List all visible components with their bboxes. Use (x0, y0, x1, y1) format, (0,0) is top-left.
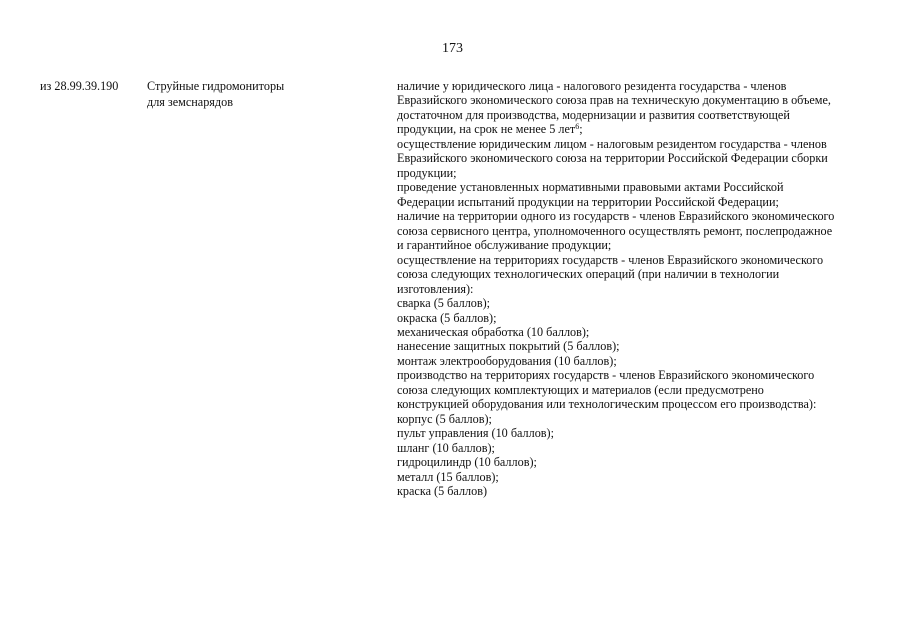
product-name-line: для земснарядов (147, 94, 233, 109)
requirement-line (397, 426, 877, 440)
requirement-line (397, 122, 877, 136)
requirement-line (397, 484, 877, 498)
requirement-text: осуществление на территориях государств - членов Евразийского экономического (397, 252, 824, 267)
requirement-text: продукции; (397, 165, 457, 180)
requirement-line (397, 354, 877, 368)
requirement-line (397, 282, 877, 296)
requirement-text: союза следующих комплектующих и материалов (если предусмотрено (397, 382, 764, 397)
requirement-text: гидроцилиндр (10 баллов); (397, 455, 537, 470)
requirement-text: производство на территориях государств - членов Евразийского экономического (397, 368, 815, 383)
requirement-line (397, 253, 877, 267)
requirement-text: продукции, на срок не менее 5 лет (397, 122, 576, 137)
requirement-line (397, 383, 877, 397)
requirements-text (397, 79, 877, 499)
requirement-text: корпус (5 баллов); (397, 411, 492, 426)
requirement-line (397, 93, 877, 107)
requirement-text: проведение установленных нормативными правовыми актами Российской (397, 180, 784, 195)
requirement-line (397, 195, 877, 209)
requirement-text: изготовления): (397, 281, 474, 296)
requirement-line (397, 166, 877, 180)
requirement-text: Федерации испытаний продукции на территории Российской Федерации; (397, 194, 779, 209)
requirement-text: пульт управления (10 баллов); (397, 426, 554, 441)
product-name (147, 79, 284, 110)
requirement-text: Евразийского экономического союза прав на техническую документацию в объеме, (397, 93, 831, 108)
requirement-punctuation: ; (579, 122, 583, 137)
requirement-text: металл (15 баллов); (397, 469, 499, 484)
requirement-text: и гарантийное обслуживание продукции; (397, 238, 612, 253)
requirement-text: наличие на территории одного из государств - членов Евразийского экономического (397, 209, 835, 224)
requirement-text: Евразийского экономического союза на территории Российской Федерации сборки (397, 151, 828, 166)
requirement-text: краска (5 баллов) (397, 484, 488, 499)
requirement-text: конструкцией оборудования или технологическим процессом его производства): (397, 397, 817, 412)
requirement-line (397, 311, 877, 325)
requirement-line (397, 238, 877, 252)
requirement-line (397, 267, 877, 281)
requirement-text: шланг (10 баллов); (397, 440, 495, 455)
requirement-line (397, 455, 877, 469)
requirement-line (397, 441, 877, 455)
page-number: 173 (442, 41, 463, 56)
requirement-line (397, 137, 877, 151)
requirement-line (397, 339, 877, 353)
requirement-text: механическая обработка (10 баллов); (397, 324, 590, 339)
requirement-text: монтаж электрооборудования (10 баллов); (397, 353, 617, 368)
requirement-line (397, 151, 877, 165)
product-name-line: Струйные гидромониторы (147, 79, 285, 93)
requirement-text: союза следующих технологических операций (при наличии в технологии (397, 267, 780, 282)
requirement-line (397, 296, 877, 310)
requirement-text: союза сервисного центра, уполномоченного осуществлять ремонт, послепродажное (397, 223, 833, 238)
requirement-line (397, 79, 877, 93)
requirement-line (397, 224, 877, 238)
requirement-text: достаточном для производства, модернизации и развития соответствующей (397, 107, 790, 122)
requirement-line (397, 209, 877, 223)
requirement-text: сварка (5 баллов); (397, 296, 491, 311)
requirement-line (397, 368, 877, 382)
requirement-line (397, 108, 877, 122)
footnote-marker: 6 (575, 122, 580, 132)
product-code: из 28.99.39.190 (40, 79, 119, 93)
requirement-text: нанесение защитных покрытий (5 баллов); (397, 339, 620, 354)
requirement-text: наличие у юридического лица - налогового резидента государства - членов (397, 79, 787, 93)
requirement-line (397, 325, 877, 339)
requirement-text: окраска (5 баллов); (397, 310, 497, 325)
requirement-line (397, 180, 877, 194)
requirement-line (397, 470, 877, 484)
requirement-text: осуществление юридическим лицом - налоговым резидентом государства - членов (397, 136, 827, 151)
requirement-line (397, 412, 877, 426)
requirement-line (397, 397, 877, 411)
